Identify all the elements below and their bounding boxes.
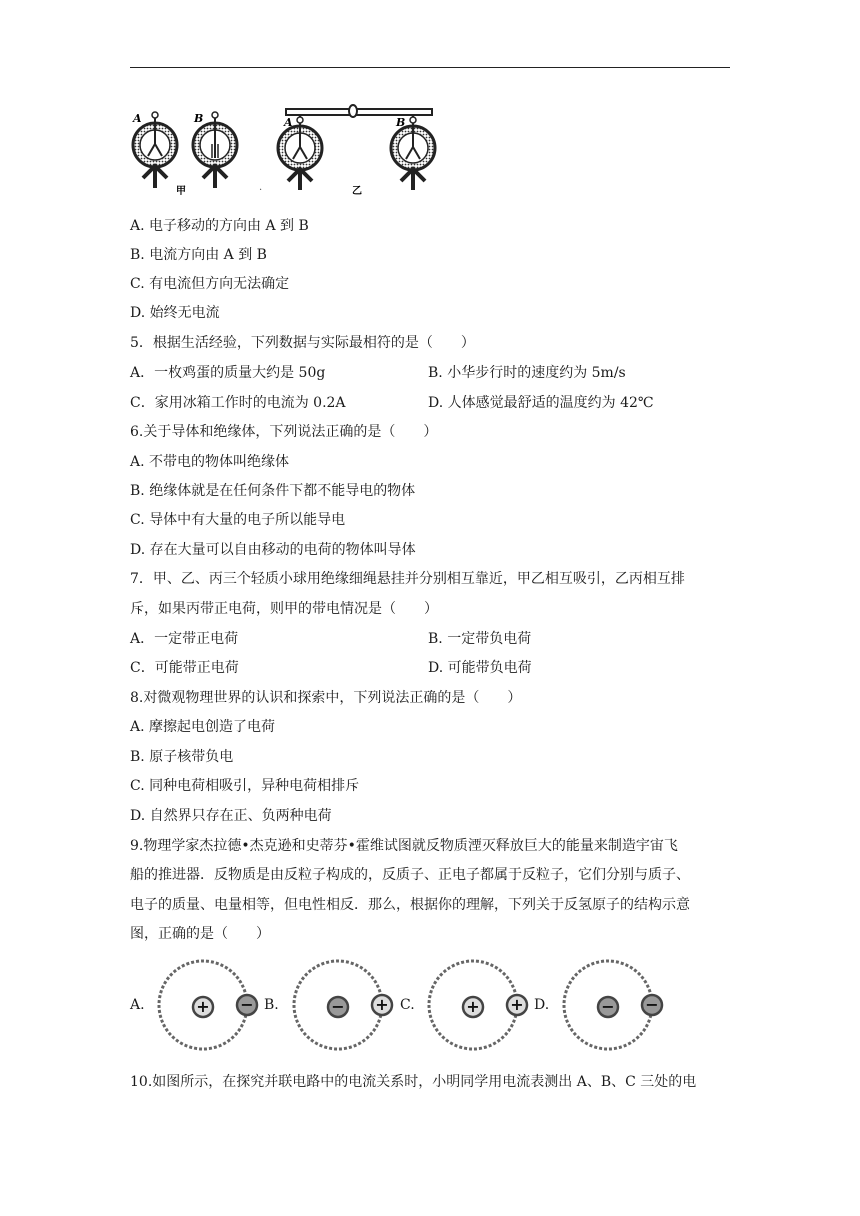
atom-option-label-a: A.: [130, 997, 145, 1013]
q6-option-c: C. 导体中有大量的电子所以能导电: [130, 512, 346, 528]
electron-charge-sign: +: [510, 995, 524, 1014]
header-rule: [130, 67, 730, 68]
q9-stem-line2: 船的推进器．反物质是由反粒子构成的，反质子、正电子都属于反粒子，它们分别与质子、: [130, 867, 690, 883]
atom-option-d: [564, 961, 662, 1049]
q9-stem-line1: 9.物理学家杰拉德•杰克逊和史蒂芬•霍维试图就反物质湮灭释放巨大的能量来制造宇宙飞: [130, 838, 678, 854]
q6-option-a: A. 不带电的物体叫绝缘体: [130, 454, 290, 470]
q5-stem: 5．根据生活经验，下列数据与实际最相符的是（ ）: [130, 335, 475, 351]
electron-charge-sign: +: [375, 995, 389, 1014]
q7-stem-line1: 7．甲、乙、丙三个轻质小球用绝缘细绳悬挂并分别相互靠近，甲乙相互吸引，乙丙相互排: [130, 571, 685, 587]
q6-option-d: D. 存在大量可以自由移动的电荷的物体叫导体: [130, 542, 416, 558]
q8-option-d: D. 自然界只存在正、负两种电荷: [130, 808, 332, 824]
atom-option-label-b: B.: [264, 997, 279, 1013]
anti-hydrogen-atom-options: [128, 955, 688, 1075]
label-b2: B: [396, 116, 406, 129]
label-a1: A: [133, 112, 142, 125]
q4-option-a: A. 电子移动的方向由 A 到 B: [130, 218, 309, 234]
q6-stem: 6.关于导体和绝缘体，下列说法正确的是（ ）: [130, 424, 438, 440]
nucleus-charge-sign: +: [196, 997, 210, 1016]
label-a2: A: [284, 116, 293, 129]
q9-stem-line3: 电子的质量、电量相等，但电性相反．那么，根据你的理解，下列关于反氢原子的结构示意: [130, 897, 690, 913]
label-b1: B: [194, 112, 204, 125]
insulated-handle: [349, 105, 357, 117]
q5-option-c: C．家用冰箱工作时的电流为 0.2A: [130, 395, 346, 411]
q9-stem-line4: 图，正确的是（ ）: [130, 926, 270, 942]
svg-text:.: .: [259, 182, 263, 193]
q4-option-b: B. 电流方向由 A 到 B: [130, 247, 267, 263]
atom-option-b: [294, 961, 392, 1049]
q7-option-c: C．可能带正电荷: [130, 660, 239, 676]
electron-charge-sign: −: [240, 995, 254, 1014]
nucleus-charge-sign: −: [601, 997, 615, 1016]
electron-charge-sign: −: [645, 995, 659, 1014]
q4-option-c: C. 有电流但方向无法确定: [130, 276, 290, 292]
q7-option-d: D. 可能带负电荷: [428, 660, 532, 676]
label-yi: 乙: [352, 186, 362, 196]
electroscope-figure: [128, 100, 438, 196]
atom-option-label-d: D.: [534, 997, 550, 1013]
atom-option-c: [429, 961, 527, 1049]
q8-stem: 8.对微观物理世界的认识和探索中，下列说法正确的是（ ）: [130, 690, 522, 706]
label-jia: 甲: [176, 186, 186, 196]
metal-rod: [286, 109, 432, 115]
q7-option-b: B. 一定带负电荷: [428, 631, 532, 647]
q10-stem-line1: 10.如图所示，在探究并联电路中的电流关系时，小明同学用电流表测出 A、B、C 三处的电: [130, 1074, 697, 1090]
q5-option-b: B. 小华步行时的速度约为 5m/s: [428, 365, 626, 381]
q8-option-c: C. 同种电荷相吸引，异种电荷相排斥: [130, 778, 360, 794]
q5-option-a: A．一枚鸡蛋的质量大约是 50g: [130, 365, 326, 381]
nucleus-charge-sign: −: [331, 997, 345, 1016]
nucleus-charge-sign: +: [466, 997, 480, 1016]
q6-option-b: B. 绝缘体就是在任何条件下都不能导电的物体: [130, 483, 416, 499]
q8-option-a: A. 摩擦起电创造了电荷: [130, 719, 276, 735]
atom-option-a: [159, 961, 257, 1049]
q7-stem-line2: 斥，如果丙带正电荷，则甲的带电情况是（ ）: [130, 601, 438, 617]
atom-diagrams: [128, 955, 688, 1075]
q7-option-a: A．一定带正电荷: [130, 631, 239, 647]
atom-option-label-c: C.: [400, 997, 415, 1013]
q4-option-d: D. 始终无电流: [130, 305, 220, 321]
q5-option-d: D. 人体感觉最舒适的温度约为 42℃: [428, 395, 654, 411]
q8-option-b: B. 原子核带负电: [130, 749, 234, 765]
